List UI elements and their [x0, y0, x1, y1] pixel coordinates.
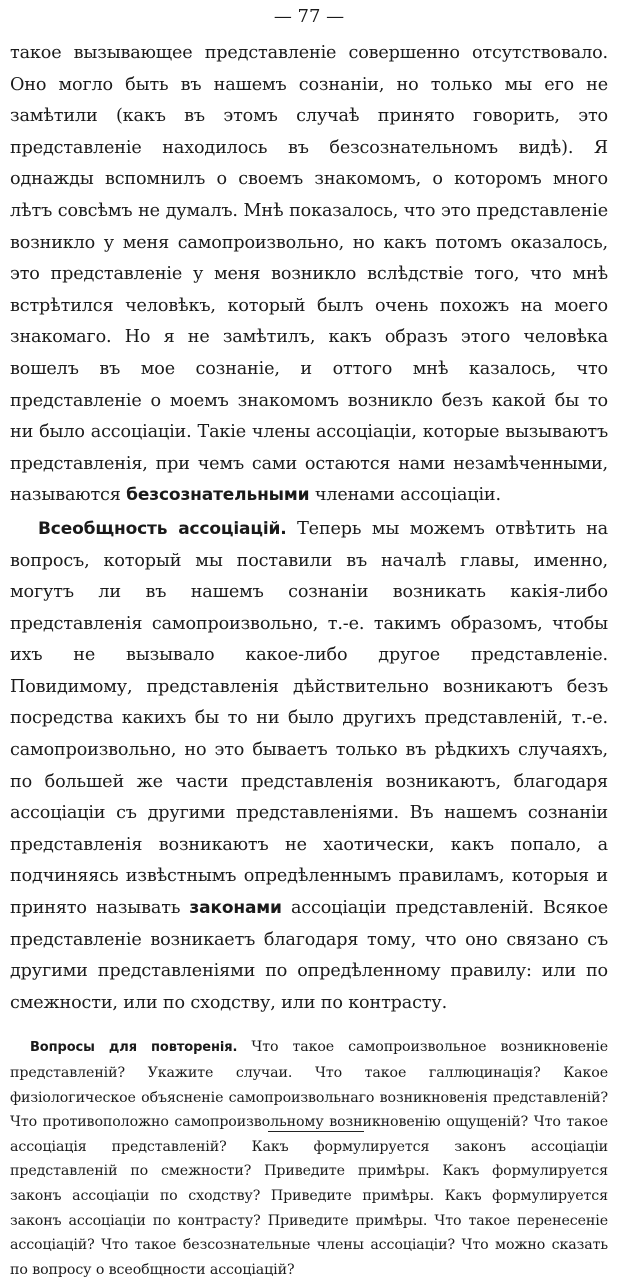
term-unconscious: безсознательными [126, 485, 310, 506]
paragraph-2-text-b: ассоціаціи представленій. Всякое представленіе возникаетъ благодаря тому, что оно связано съ другими представленіями по опредѣленному правилу: или по смежности, или по сходству, или по контрасту. [10, 898, 608, 1013]
paragraph-unconscious-members [10, 38, 608, 512]
paragraph-1-end: членами ассоціаціи. [314, 485, 501, 506]
section-heading-universality: Всеобщность ассоціацій. [38, 518, 287, 539]
paragraph-universality [10, 514, 608, 1020]
review-questions-heading: Вопросы для повторенія. [30, 1040, 238, 1056]
review-questions-text: Что такое самопроизвольное возникновеніе представленій? Укажите случаи. Что такое галлюцинація? Какое физіологическое объясненіе самопроизвольнаго возникновенія представленій? Что противоположно самопроизвольному возникновенію ощущеній? Что такое ассоціація представленій? Какъ формулируется законъ ассоціаціи представленій по смежности? Приведите примѣры. Какъ формулируется законъ ассоціаціи по сходству? Приведите примѣры. Какъ формулируется законъ ассоціаціи по контрасту? Приведите примѣры. Что такое перенесеніе ассоціацій? Что такое безсознательные члены ассоціаціи? Что можно сказать по вопросу о всеобщности ассоціацій? [10, 1039, 608, 1278]
term-laws: законами [189, 898, 282, 919]
section-divider [268, 1131, 364, 1132]
paragraph-1-text: такое вызывающее представленіе совершенно отсутствовало. Оно могло быть въ нашемъ сознаніи, но только мы его не замѣтили (какъ въ этомъ случаѣ принято говорить, это представленіе находилось въ безсознательномъ видѣ). Я однажды вспомнилъ о своемъ знакомомъ, о которомъ много лѣтъ совсѣмъ не думалъ. Мнѣ показалось, что это представленіе возникло у меня самопроизвольно, но какъ потомъ оказалось, это представленіе у меня возникло вслѣдствіе того, что мнѣ встрѣтился человѣкъ, который былъ очень похожъ на моего знакомаго. Но я не замѣтилъ, какъ образъ этого человѣка вошелъ въ мое сознаніе, и оттого мнѣ казалось, что представленіе о моемъ знакомомъ возникло безъ какой бы то ни было ассоціаціи. Такіе члены ассоціаціи, которые вызываютъ представленія, при чемъ сами остаются нами незамѣченными, называются [10, 43, 608, 506]
paragraph-2-text-a: Теперь мы можемъ отвѣтить на вопросъ, который мы поставили въ началѣ главы, именно, могутъ ли въ нашемъ сознаніи возникать какія-либо представленія самопроизвольно, т.-е. такимъ образомъ, чтобы ихъ не вызывало какое-либо другое представленіе. Повидимому, представленія дѣйствительно возникаютъ безъ посредства какихъ бы то ни было другихъ представленій, т.-е. самопроизвольно, но это бываетъ только въ рѣдкихъ случаяхъ, по большей же части представленія возникаютъ, благодаря ассоціаціи съ другими представленіями. Въ нашемъ сознаніи представленія возникаютъ не хаотически, какъ попало, а подчиняясь извѣстнымъ опредѣленнымъ правиламъ, которыя и принято называть [10, 518, 608, 919]
review-questions [10, 1035, 608, 1282]
page-number: — 77 — [273, 6, 345, 27]
